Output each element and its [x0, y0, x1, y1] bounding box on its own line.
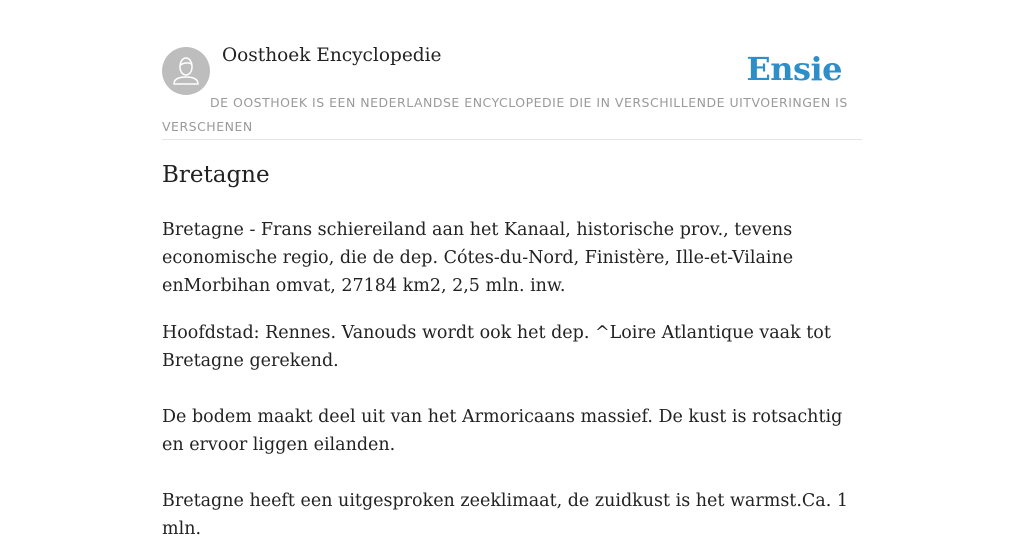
article-title: Bretagne: [162, 162, 270, 188]
avatar[interactable]: [162, 47, 210, 95]
article-paragraph: Hoofdstad: Rennes. Vanouds wordt ook het dep. ^Loire Atlantique vaak tot Bretagne gerekend.: [162, 323, 831, 371]
source-description: DE OOSTHOEK IS EEN NEDERLANDSE ENCYCLOPEDIE DIE IN VERSCHILLENDE UITVOERINGEN IS VERSCHENEN: [162, 95, 848, 134]
source-header: [162, 40, 862, 140]
article-paragraph: De bodem maakt deel uit van het Armoricaans massief. De kust is rotsachtig en ervoor liggen eilanden.: [162, 407, 843, 455]
article-paragraph: Bretagne - Frans schiereiland aan het Kanaal, historische prov., tevens economische regio, die de dep. Cótes-du-Nord, Finistère, Ille-et-Vilaine enMorbihan omvat, 27184 km2, 2,5 mln. inw.: [162, 220, 794, 296]
source-name[interactable]: Oosthoek Encyclopedie: [222, 45, 442, 66]
article-body: [162, 216, 862, 543]
article-paragraph: Bretagne heeft een uitgesproken zeeklimaat, de zuidkust is het warmst.Ca. 1 mln.: [162, 491, 848, 539]
brand-logo[interactable]: Ensie: [746, 50, 842, 88]
user-avatar-icon: [162, 47, 210, 95]
